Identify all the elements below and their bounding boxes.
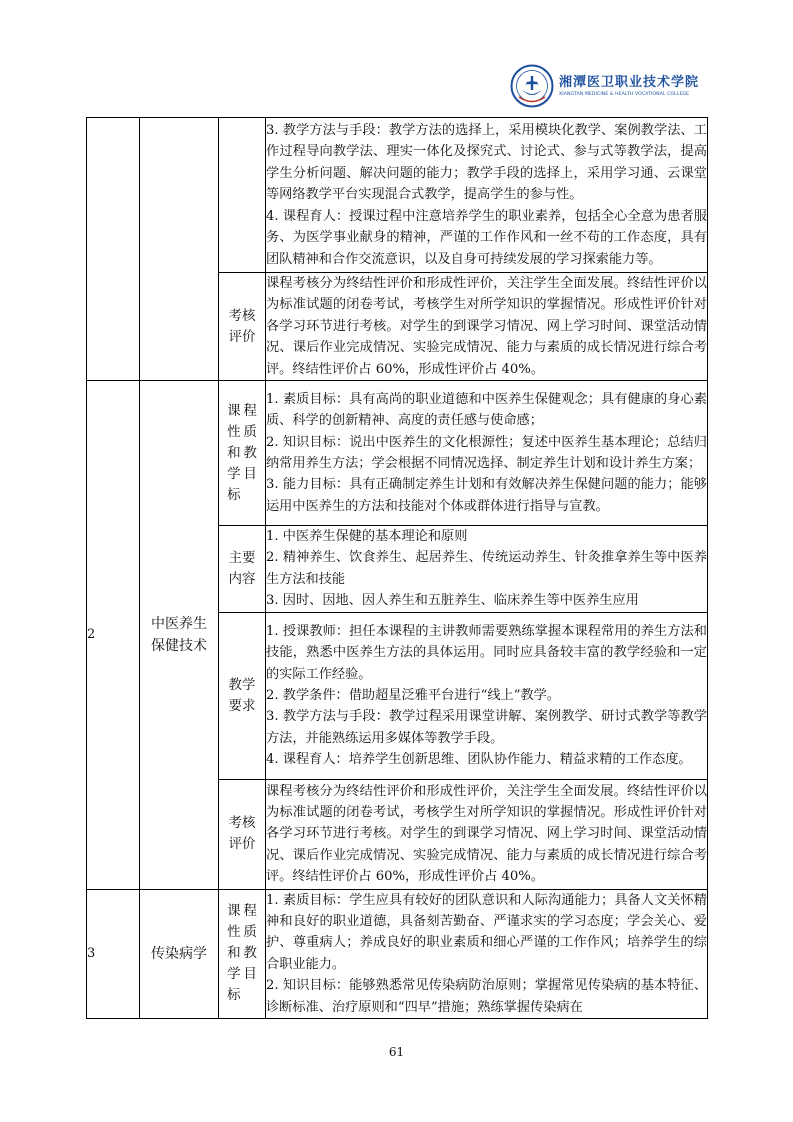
school-name-cn: 湘潭医卫职业技术学院 bbox=[559, 74, 700, 90]
section-label: 考核评价 bbox=[228, 815, 256, 853]
school-seal-icon bbox=[510, 64, 554, 108]
content-line: 4. 课程育人：授课过程中注意培养学生的职业素养，包括全心全意为患者服务、为医学事业献身的精神，严谨的工作作风和一丝不苟的工作态度，具有团队精神和合作交流意识，以及自身可持续发展的学习探索能力等。 bbox=[266, 208, 707, 267]
content-line: 3. 因时、因地、因人养生和五脏养生、临床养生等中医养生应用 bbox=[266, 593, 639, 609]
section-label-cell bbox=[219, 381, 266, 526]
table-row bbox=[87, 381, 708, 526]
content-line: 2. 教学条件：借助超星泛雅平台进行“线上”教学。 bbox=[266, 687, 561, 703]
content-line: 2. 知识目标：说出中医养生的文化根源性；复述中医养生基本理论；总结归纳常用养生方法；学会根据不同情况选择、制定养生计划和设计养生方案； bbox=[266, 434, 707, 472]
section-content-cell bbox=[266, 779, 708, 889]
section-content-cell bbox=[266, 889, 708, 1018]
course-number-cell: 2 bbox=[87, 381, 140, 890]
course-table bbox=[86, 117, 708, 1019]
school-name-block bbox=[559, 75, 699, 98]
content-line: 1. 授课教师：担任本课程的主讲教师需要熟练掌握本课程常用的养生方法和技能，熟悉中医养生方法的具体运用。同时应具备较丰富的教学经验和一定的实际工作经验。 bbox=[266, 623, 707, 682]
content-line: 1. 中医养生保健的基本理论和原则 bbox=[266, 529, 468, 545]
content-line: 课程考核分为终结性评价和形成性评价，关注学生全面发展。终结性评价以为标准试题的闭卷考试，考核学生对所学知识的掌握情况。形成性评价针对各学习环节进行考核。对学生的到课学习情况、网上学习时间、课堂活动情况、课后作业完成情况、实验完成情况、能力与素质的成长情况进行综合考评。终结性评价占 60%，形成性评价占 40%。 bbox=[266, 276, 707, 377]
section-content-cell bbox=[266, 118, 708, 273]
course-number-cell: 3 bbox=[87, 889, 140, 1018]
section-label: 教学要求 bbox=[228, 676, 256, 714]
table-row bbox=[87, 889, 708, 1018]
content-line: 3. 教学方法与手段：教学方法的选择上，采用模块化教学、案例教学法、工作过程导向教学法、理实一体化及探究式、讨论式、参与式等教学法，提高学生分析问题、解决问题的能力；教学手段的选择上，采用学习通、云课堂等网络教学平台实现混合式教学，提高学生的参与性。 bbox=[266, 123, 707, 203]
content-line: 4. 课程育人：培养学生创新思维、团队协作能力、精益求精的工作态度。 bbox=[266, 752, 692, 768]
content-line: 3. 能力目标：具有正确制定养生计划和有效解决养生保健问题的能力；能够运用中医养生的方法和技能对个体或群体进行指导与宣教。 bbox=[266, 477, 707, 514]
course-name: 中医养生保健技术 bbox=[151, 615, 207, 654]
section-label-cell bbox=[219, 526, 266, 613]
content-line: 2. 精神养生、饮食养生、起居养生、传统运动养生、针灸推拿养生等中医养生方法和技能 bbox=[266, 550, 707, 587]
course-name-cell bbox=[140, 118, 219, 381]
section-content-cell bbox=[266, 381, 708, 526]
page-number: 61 bbox=[388, 1045, 405, 1059]
section-content-cell bbox=[266, 273, 708, 381]
course-name-cell bbox=[140, 381, 219, 890]
section-label-cell bbox=[219, 273, 266, 381]
section-label: 主要内容 bbox=[228, 549, 256, 587]
section-label: 课程性质和教学目标 bbox=[227, 903, 257, 1004]
school-name-en: XIANGTAN MEDICINE & HEALTH VOCATIONAL COLLEGE bbox=[559, 91, 690, 97]
content-line: 课程考核分为终结性评价和形成性评价，关注学生全面发展。终结性评价以为标准试题的闭卷考试，考核学生对所学知识的掌握情况。形成性评价针对各学习环节进行考核。对学生的到课学习情况、网上学习时间、课堂活动情况、课后作业完成情况、实验完成情况、能力与素质的成长情况进行综合考评。终结性评价占 60%，形成性评价占 40%。 bbox=[266, 783, 707, 885]
section-content-cell bbox=[266, 612, 708, 779]
content-line: 1. 素质目标：学生应具有较好的团队意识和人际沟通能力；具备人文关怀精神和良好的职业道德，具备刻苦勤奋、严谨求实的学习态度；学会关心、爱护、尊重病人；养成良好的职业素质和细心严谨的工作作风；培养学生的综合职业能力。 bbox=[266, 892, 707, 972]
section-label: 考核评价 bbox=[228, 307, 256, 345]
section-label: 课程性质和教学目标 bbox=[227, 402, 257, 503]
section-label-cell bbox=[219, 118, 266, 273]
section-label-cell bbox=[219, 612, 266, 779]
school-logo bbox=[510, 62, 710, 110]
course-name-cell: 传染病学 bbox=[140, 889, 219, 1018]
table-row bbox=[87, 118, 708, 273]
section-label-cell bbox=[219, 889, 266, 1018]
section-label-cell bbox=[219, 779, 266, 889]
section-content-cell bbox=[266, 526, 708, 613]
course-number-cell bbox=[87, 118, 140, 381]
content-line: 2. 知识目标：能够熟悉常见传染病防治原则；掌握常见传染病的基本特征、诊断标准、治疗原则和“四早”措施；熟练掌握传染病在 bbox=[266, 978, 707, 1015]
content-line: 3. 教学方法与手段：教学过程采用课堂讲解、案例教学、研讨式教学等教学方法，并能熟练运用多媒体等教学手段。 bbox=[266, 709, 707, 746]
content-line: 1. 素质目标：具有高尚的职业道德和中医养生保健观念；具有健康的身心素质、科学的创新精神、高度的责任感与使命感； bbox=[266, 391, 707, 429]
